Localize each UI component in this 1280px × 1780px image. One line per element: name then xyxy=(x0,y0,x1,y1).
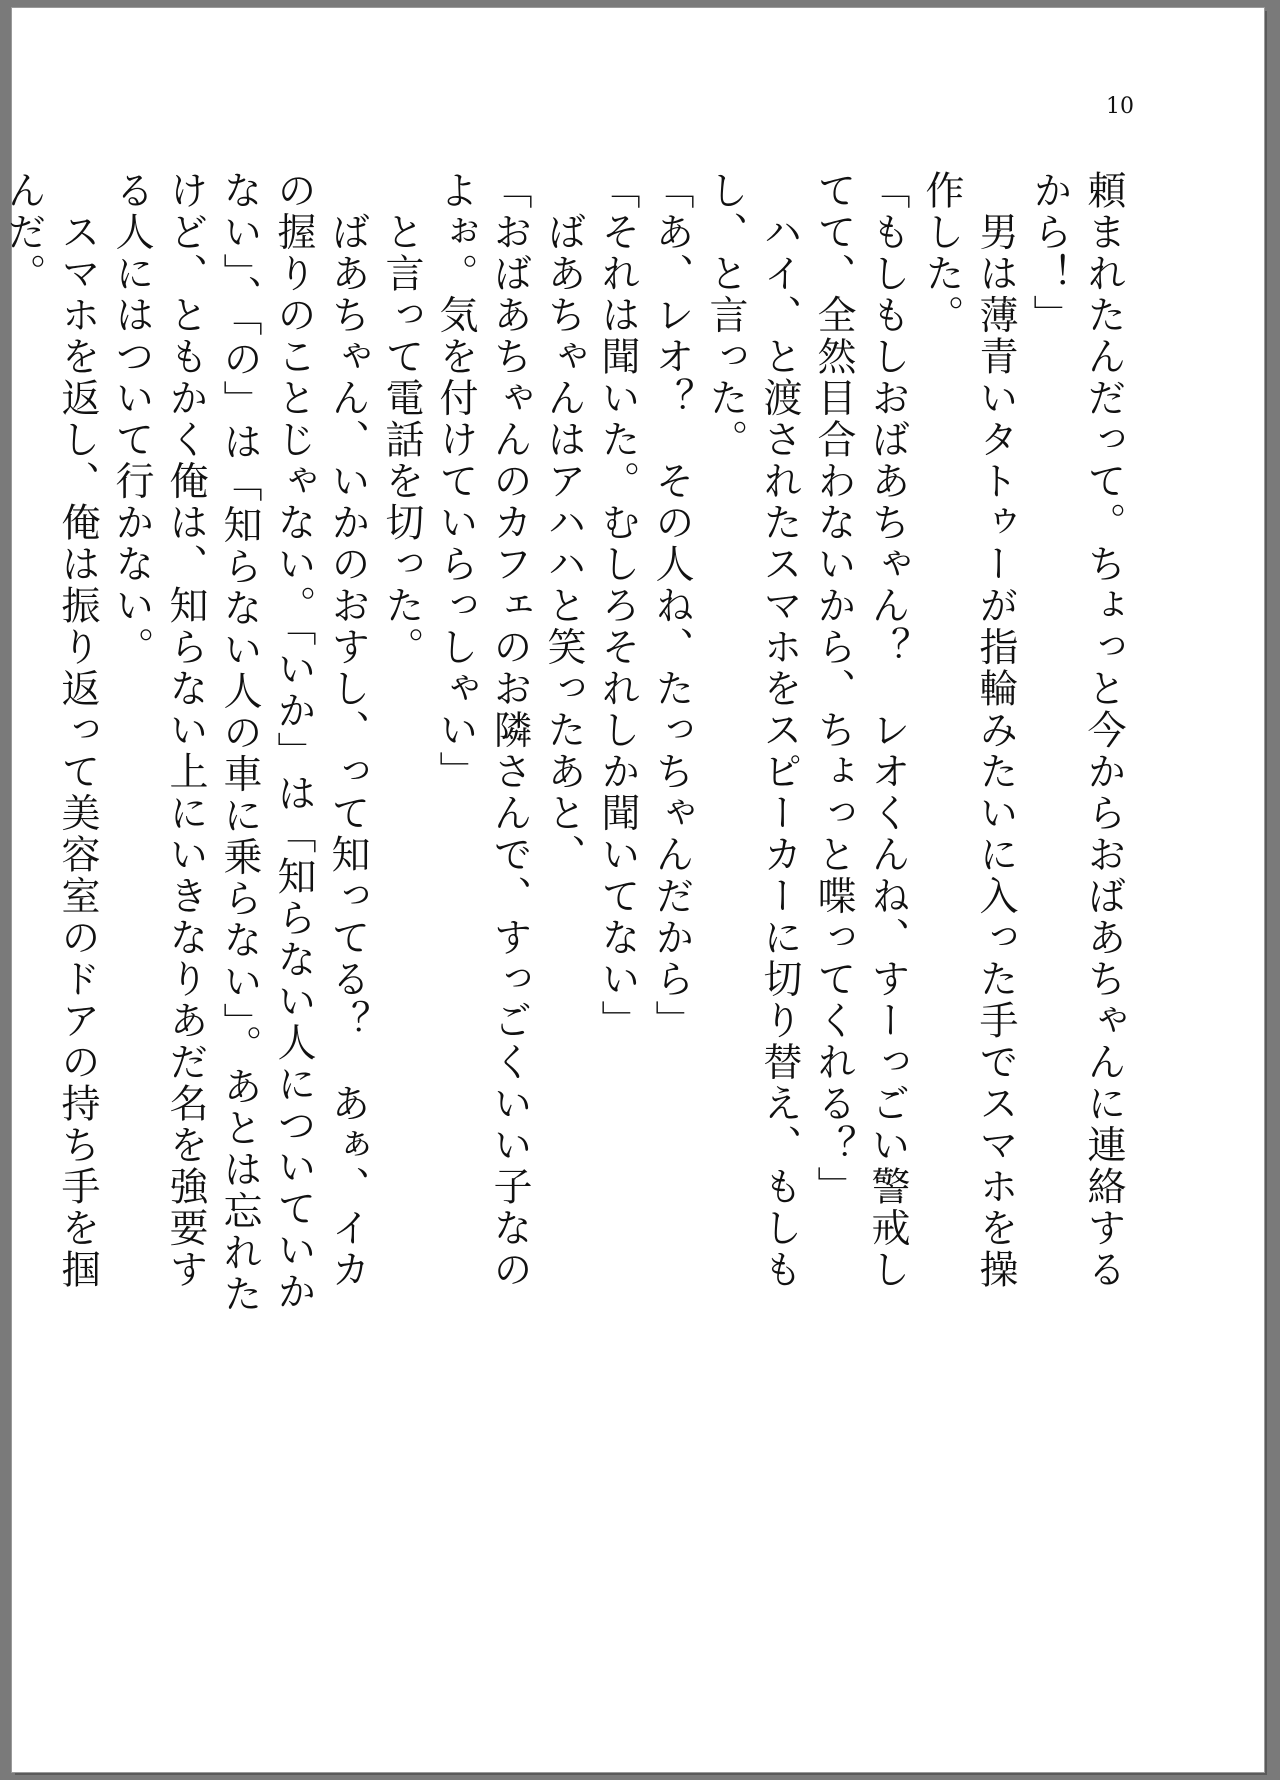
paragraph: ばあちゃん、いかのおすし、って知ってる？ あぁ、イカの握りのことじゃない。「いか」は「知らない人についていかない」、「の」は「知らない人の車に乗らない」。あとは忘れたけど、ともかく俺は、知らない上にいきなりあだ名を強要する人にはついて行かない。 xyxy=(109,170,370,1315)
paragraph: 男は薄青いタトゥーが指輪みたいに入った手でスマホを操作した。 xyxy=(919,170,1018,1291)
paragraph: ばあちゃんはアハハと笑ったあと、 xyxy=(541,170,586,876)
body-text xyxy=(1,170,1130,1330)
paragraph: と言って電話を切った。 xyxy=(379,170,424,668)
document-page xyxy=(1,8,1264,1772)
paragraph: 「あ、レオ？ その人ね、たっちゃんだから」 xyxy=(649,170,694,1042)
paragraph: 「おばあちゃんのカフェのお隣さんで、すっごくいい子なのよぉ。気を付けていらっしゃい」 xyxy=(433,170,532,1291)
paragraph: 頼まれたんだって。ちょっと今からおばあちゃんに連絡するから！」 xyxy=(1027,170,1126,1291)
paragraph: スマホを返し、俺は振り返って美容室のドアの持ち手を掴んだ。 xyxy=(1,170,100,1291)
paragraph: 「それは聞いた。むしろそれしか聞いてない」 xyxy=(595,170,640,1042)
page-number: 10 xyxy=(1106,94,1134,119)
paragraph: ハイ、と渡されたスマホをスピーカーに切り替え、もしもし、と言った。 xyxy=(703,170,802,1291)
paragraph: 「もしもしおばあちゃん？ レオくんね、すーっごい警戒してて、全然目合わないから、ちょっと喋ってくれる？」 xyxy=(811,170,910,1291)
